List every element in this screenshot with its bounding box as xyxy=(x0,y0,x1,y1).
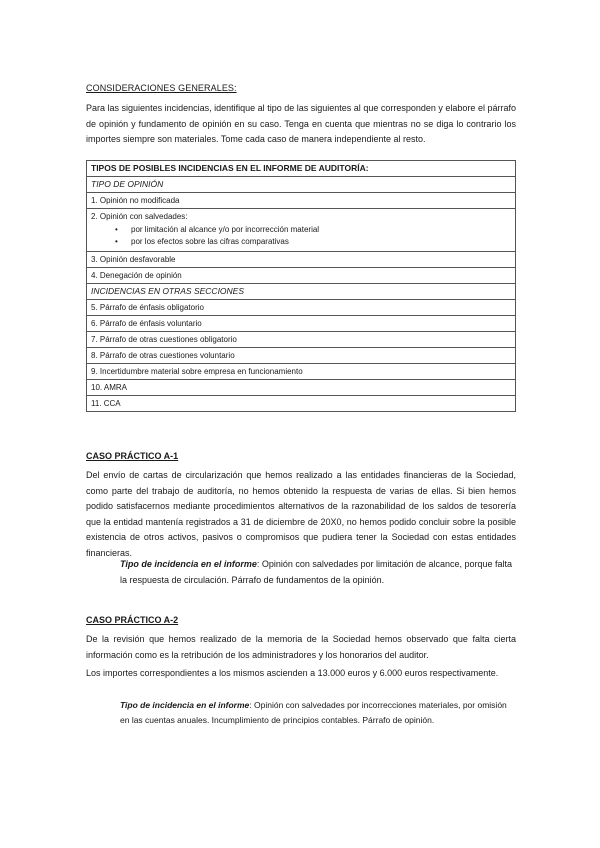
row-opinion-no-modificada: 1. Opinión no modificada xyxy=(87,193,516,209)
answer-label: Tipo de incidencia en el informe xyxy=(120,559,257,569)
table-row xyxy=(87,193,516,209)
list-item xyxy=(91,236,511,249)
row-cca: 11. CCA xyxy=(87,395,516,411)
row-label: 2. Opinión con salvedades: xyxy=(91,212,188,221)
row-opinion-con-salvedades xyxy=(87,209,516,252)
table-row xyxy=(87,363,516,379)
bullet-icon: • xyxy=(115,224,118,234)
caso-a2-answer xyxy=(120,698,516,728)
table-row xyxy=(87,283,516,299)
row-opinion-desfavorable: 3. Opinión desfavorable xyxy=(87,251,516,267)
answer-separator: : xyxy=(256,559,262,569)
table-header: TIPOS DE POSIBLES INCIDENCIAS EN EL INFORME DE AUDITORÍA: xyxy=(87,161,516,177)
caso-a1-body: Del envío de cartas de circularización que hemos realizado a las entidades financieras de la Sociedad, como parte del trabajo de auditoría, no hemos obtenido la respuesta de varias de ellas. Si bien hemos podido satisfacernos mediante procedimientos alternativos de la razonabilidad de los saldos de tesorería que la entidad mantenía registrados a 31 de diciembre de 20X0, no hemos podido concluir sobre la posible existencia de otros activos, pasivos o compromisos que pudiera tener la Sociedad con estas entidades financieras. xyxy=(86,470,516,558)
row-amra: 10. AMRA xyxy=(87,379,516,395)
table-row xyxy=(87,161,516,177)
table-row xyxy=(87,177,516,193)
list-item xyxy=(91,224,511,237)
section-tipo-opinion: TIPO DE OPINIÓN xyxy=(87,177,516,193)
row-otras-cuestiones-obligatorio: 7. Párrafo de otras cuestiones obligatorio xyxy=(87,331,516,347)
section-otras-secciones: INCIDENCIAS EN OTRAS SECCIONES xyxy=(87,283,516,299)
row-incertidumbre-material: 9. Incertidumbre material sobre empresa en funcionamiento xyxy=(87,363,516,379)
row-enfasis-voluntario: 6. Párrafo de énfasis voluntario xyxy=(87,315,516,331)
table-row xyxy=(87,331,516,347)
table-row xyxy=(87,251,516,267)
bullet-icon: • xyxy=(115,237,118,246)
table-row xyxy=(87,379,516,395)
table-row xyxy=(87,315,516,331)
row-enfasis-obligatorio: 5. Párrafo de énfasis obligatorio xyxy=(87,299,516,315)
table-row xyxy=(87,299,516,315)
table-row xyxy=(87,395,516,411)
table-row xyxy=(87,209,516,252)
answer-text: Opinión con salvedades por limitación de alcance, porque falta la respuesta de circulación. Párrafo de fundamentos de la opinión. xyxy=(120,559,513,585)
caso-a1-answer xyxy=(120,557,516,588)
answer-label: Tipo de incidencia en el informe xyxy=(120,700,250,710)
bullet-text: por limitación al alcance y/o por incorrección material xyxy=(131,224,320,234)
row-otras-cuestiones-voluntario: 8. Párrafo de otras cuestiones voluntario xyxy=(87,347,516,363)
incidencias-table xyxy=(86,160,516,412)
caso-a1-title: CASO PRÁCTICO A-1 xyxy=(86,451,179,461)
bullet-text: por los efectos sobre las cifras comparativas xyxy=(131,237,289,246)
consideraciones-heading: CONSIDERACIONES GENERALES: xyxy=(86,83,237,93)
caso-a2-body-2: Los importes correspondientes a los mismos ascienden a 13.000 euros y 6.000 euros respectivamente. xyxy=(86,668,499,678)
caso-a2-title: CASO PRÁCTICO A-2 xyxy=(86,615,179,625)
row-denegacion-opinion: 4. Denegación de opinión xyxy=(87,267,516,283)
answer-text: Opinión con salvedades por incorrecciones materiales, por omisión en las cuentas anuales. Incumplimiento de principios contables. Párrafo de opinión. xyxy=(120,700,507,725)
table-row xyxy=(87,347,516,363)
answer-separator: : xyxy=(249,700,254,710)
table-row xyxy=(87,267,516,283)
caso-a2-body-1: De la revisión que hemos realizado de la memoria de la Sociedad hemos observado que falta cierta información como es la retribución de los administradores y los honorarios del auditor. xyxy=(86,634,516,660)
intro-paragraph: Para las siguientes incidencias, identifique al tipo de las siguientes al que corresponden y elabore el párrafo de opinión y fundamento de opinión en su caso. Tenga en cuenta que mientras no se diga lo contrario los importes siempre son materiales. Tome cada caso de manera independiente al resto. xyxy=(86,103,516,144)
